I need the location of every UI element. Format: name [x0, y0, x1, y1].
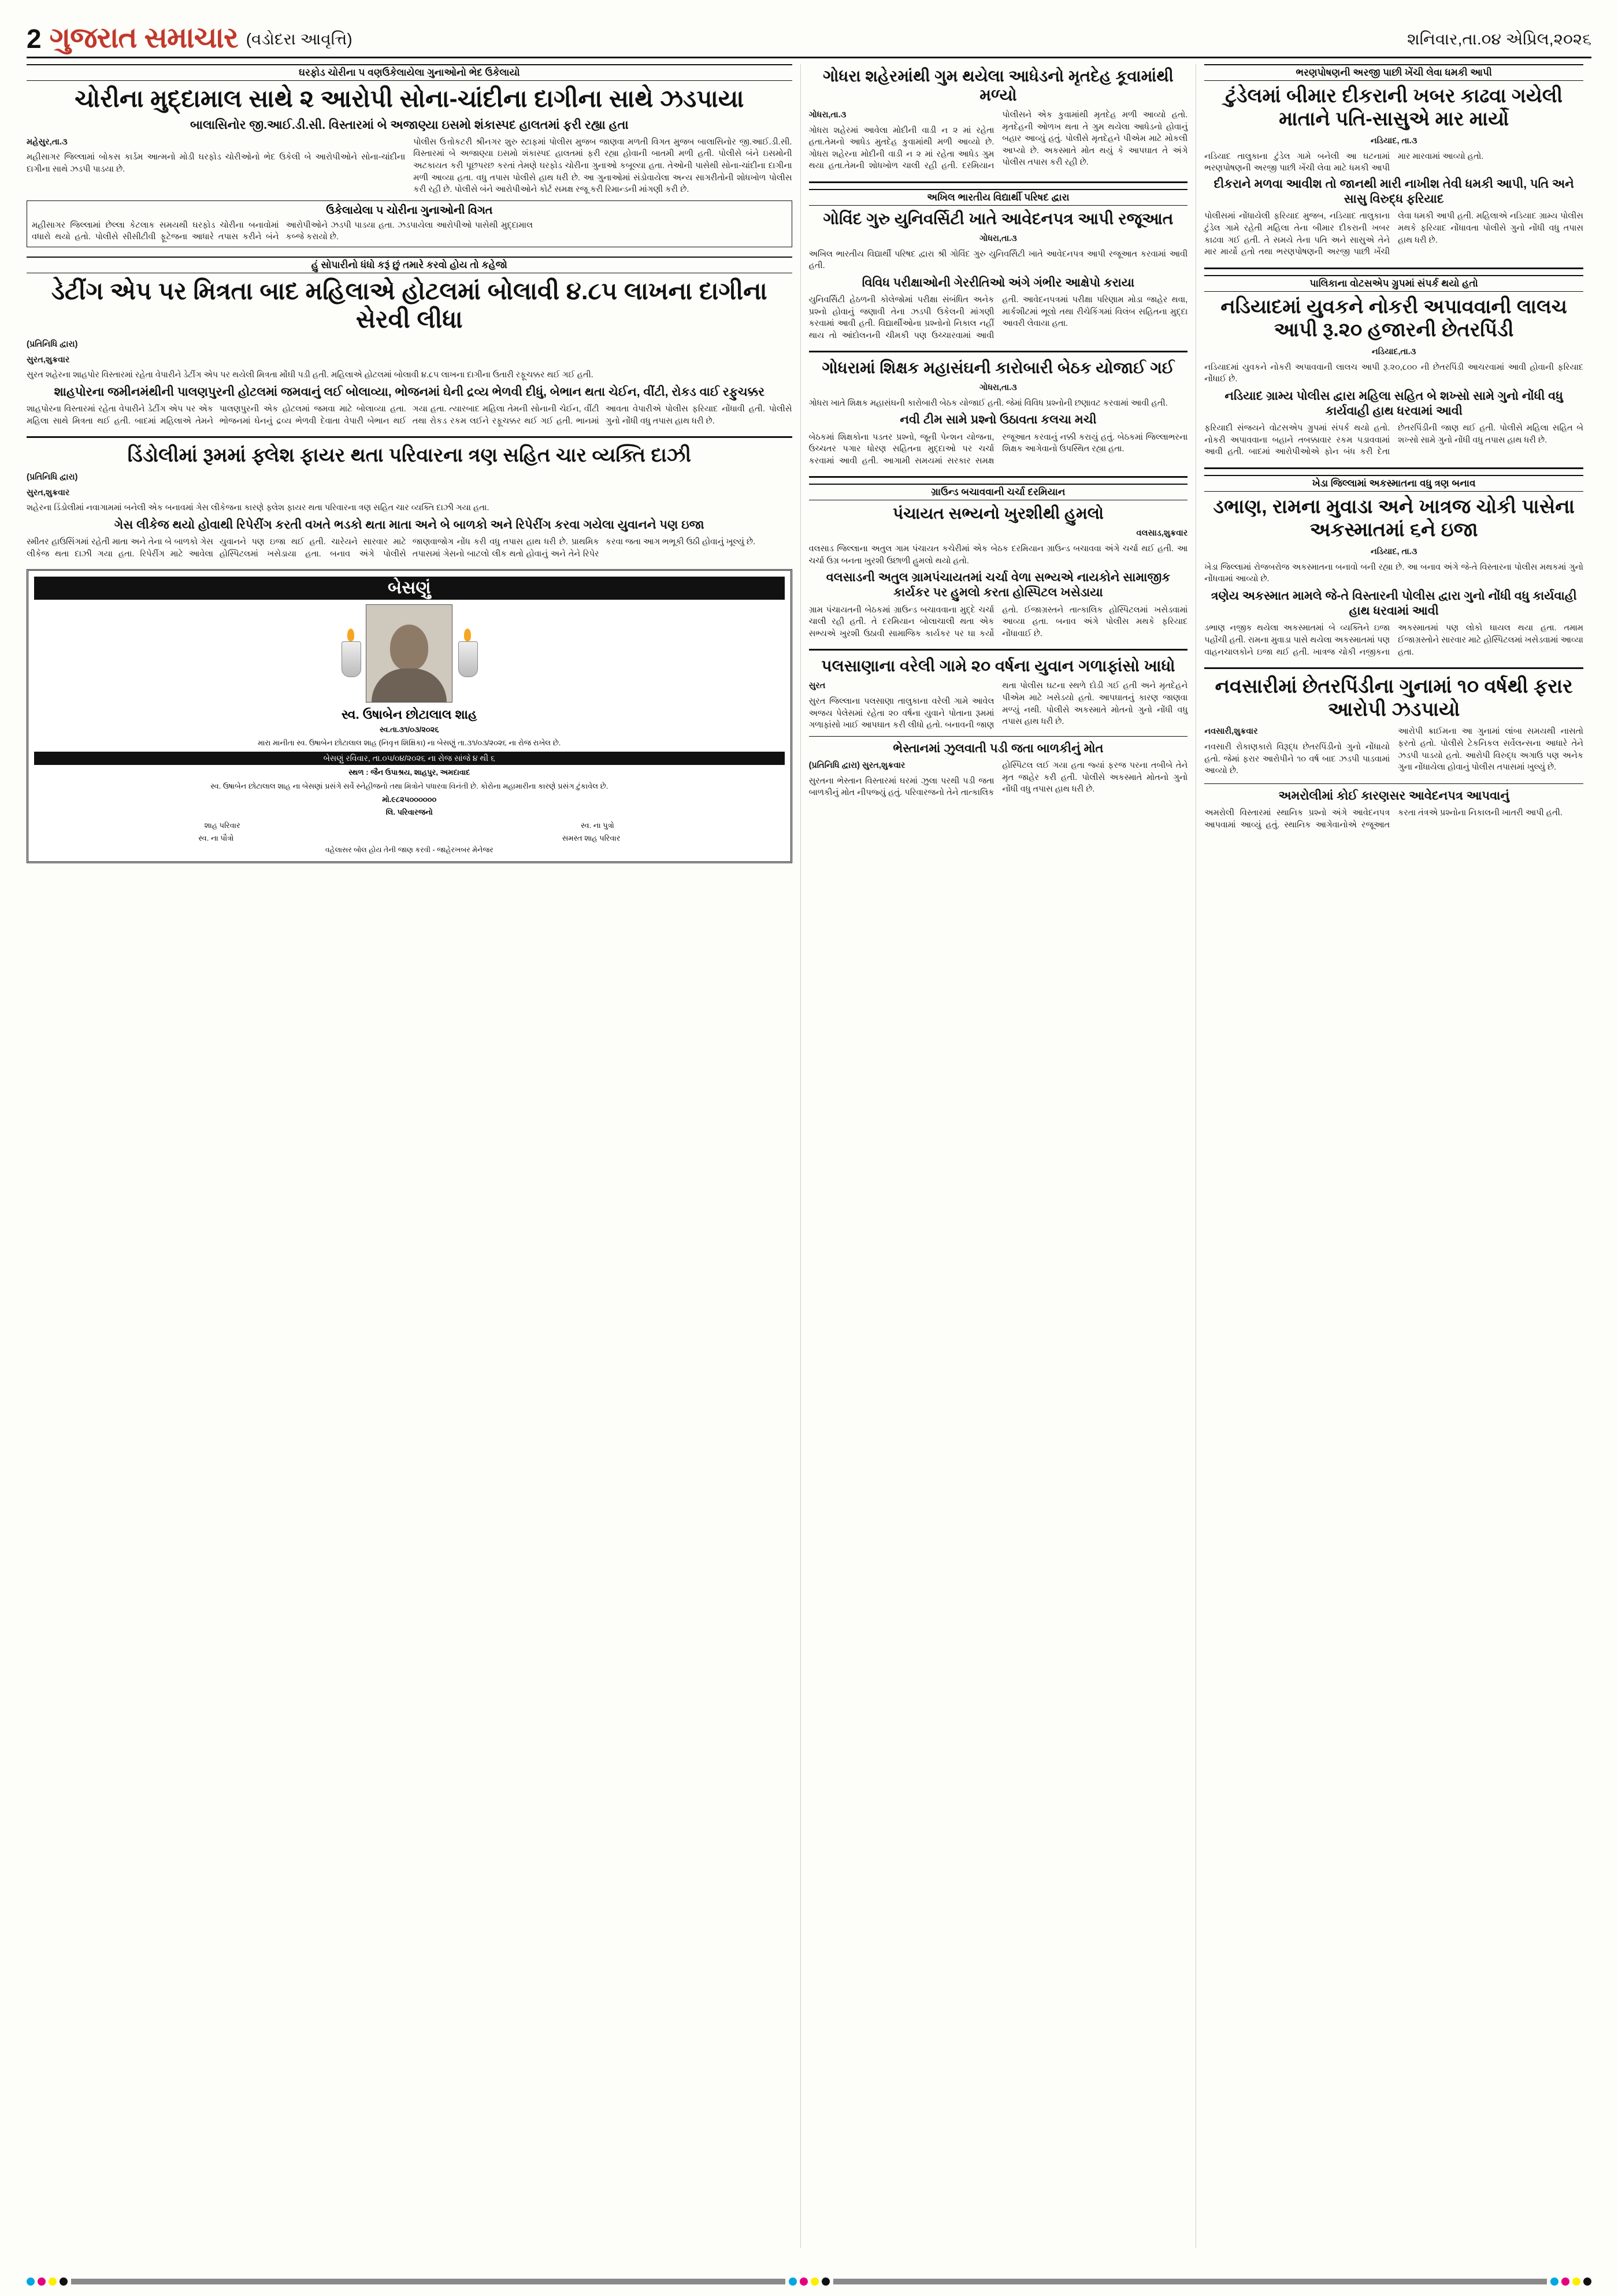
article-text: યુનિવર્સિટી હેઠળની કોલેજોમાં પરીક્ષા સંબંધિત અનેક પ્રશ્નો હોવાનું જણાવી તેના ઝડપી ઉકેલની માંગણી કરવામાં આવી હતી. વિદ્યાર્થીઓના પ્રશ્નોનો નિકાલ નહીં થાય તો આંદોલનની ચીમકી પણ ઉચ્ચારવામાં આવી હતી. આવેદનપત્રમાં પરીક્ષા પરિણામ મોડા જાહેર થવા, માર્કશીટમાં ભૂલો તથા રીચેકિંગમાં વિલંબ સહિતના મુદ્દા આવરી લેવાયા હતા.	[808, 295, 1188, 340]
article-byline-block	[1204, 546, 1583, 585]
article-dateline: સુરત,શુક્રવાર	[27, 488, 70, 497]
article-kicker: અખિલ ભારતીય વિદ્યાર્થી પરિષદ દ્વારા	[809, 189, 1188, 206]
article-lead: ખેડા જિલ્લામાં રોજબરોજ અકસ્માતના બનાવો બની રહ્યા છે. આ બનાવ અંગે જે-તે વિસ્તારના પોલીસ મથકમાં ગુનો નોંધવામાં આવ્યો છે.	[1204, 562, 1583, 584]
article-lead: વલસાડ જિલ્લાના અતુલ ગામ પંચાયત કચેરીમાં એક બેઠક દરમિયાન ગ્રાઉન્ડ બચાવવા અંગે ચર્ચા થઈ હતી. આ ચર્ચા ઉગ્ર બનતા ખુરશી ઉછાળી હુમલો થયો હતો.	[808, 544, 1188, 566]
article-text: બેઠકમાં શિક્ષકોના પડતર પ્રશ્નો, જૂની પેન્શન યોજના, ઉચ્ચતર પગાર ધોરણ સહિતના મુદ્દાઓ પર ચર્ચા કરવામાં આવી હતી. આગામી સમયમાં સરકાર સમક્ષ રજૂઆત કરવાનું નક્કી કરાયું હતું. બેઠકમાં જિલ્લાભરના શિક્ષક આગેવાનો ઉપસ્થિત રહ્યા હતા.	[808, 432, 1188, 466]
obituary-advertisement	[27, 569, 792, 863]
signer: સ્વ. ના પૌત્રો	[198, 834, 234, 843]
article-dateline: ગોધરા,તા.૩	[979, 233, 1017, 243]
article-headline: ટુંડેલમાં બીમાર દીકરાની ખબર કાઢવા ગયેલી માતાને પતિ-સાસુએ માર માર્યો	[1225, 85, 1563, 131]
section-divider	[809, 181, 1188, 183]
article-lead-block	[1204, 151, 1583, 174]
article-text-2: અમરોલી વિસ્તારમાં સ્થાનિક પ્રશ્નો અંગે આવેદનપત્ર આપવામાં આવ્યું હતું. સ્થાનિક આગેવાનોએ રજૂઆત કરતા તંત્રએ પ્રશ્નોના નિકાલની ખાતરી આપી હતી.	[1204, 808, 1563, 830]
article-lead: સુરત શહેરના શાહપોર વિસ્તારમાં રહેતા વેપારીને ડેટીંગ એપ પર થયેલી મિત્રતા મોંઘી પડી હતી. મહિલાએ હોટલમાં બોલાવી ૪.૮૫ લાખના દાગીના ઉતારી રફૂચક્કર થઈ ગઈ હતી.	[27, 370, 593, 380]
article-body	[1204, 726, 1583, 778]
article-lead: શહેરના ડિંડોલીમાં નવાગામમાં બનેલી એક બનાવમાં ગેસ લીકેજના કારણે ફ્લેશ ફાયર થતા પરિવારના ત્રણ સહિત ચાર વ્યક્તિ દાઝી ગયા હતા.	[27, 503, 489, 513]
article-body-in-well	[809, 66, 1188, 172]
article-divider	[1204, 783, 1583, 784]
article-body	[27, 136, 792, 196]
article-kicker: પાલિકાના વોટસએપ ગ્રુપમાં સંપર્ક થયો હતો	[1204, 275, 1583, 292]
dot-black	[60, 2278, 68, 2286]
article-dateline: ગોધરા,તા.૩	[979, 383, 1017, 393]
date-line: શનિવાર,તા.૦૪ એપ્રિલ,૨૦૨૬	[1407, 30, 1591, 48]
article-lead: મહીસાગર જિલ્લામાં બોકસ કાર્ડમ આત્મનો મોડી ઘરફોડ ચોરીઓનો ભેદ ઉકેલી બે આરોપીઓને સોના-ચાંદીના દાગીના સાથે ઝડપી પાડયા છે.	[27, 153, 406, 174]
article-dateline: સુરત,શુક્રવાર	[27, 355, 70, 365]
obituary-title: બેસણું	[34, 577, 785, 600]
dot-magenta	[38, 2278, 46, 2286]
article-subhead-2: અમરોલીમાં કોઈ કારણસર આવેદનપત્ર આપવાનું	[1278, 789, 1509, 803]
article-text: પોલીસમાં નોંધાયેલી ફરિયાદ મુજબ, નડિયાદ તાલુકાના ટુંડેલ ગામે રહેતી મહિલા તેના બીમાર દીકરાની ખબર કાઢવા ગઈ હતી. તે સમયે તેના પતિ અને સાસુએ તેને માર માર્યો હતો તથા ભરણપોષણની અરજી પાછી ખેંચી લેવા ધમકી આપી હતી. મહિલાએ નડિયાદ ગ્રામ્ય પોલીસ મથકે ફરિયાદ નોંધાવતા પોલીસે ગુનો નોંધી વધુ તપાસ હાથ ધરી છે.	[1204, 211, 1583, 257]
article-headline: ડભાણ, રામના મુવાડા અને ખાત્રજ ચોકી પાસેના અકસ્માતમાં ૬ને ઇજા	[1213, 495, 1575, 541]
article-dateline: નવસારી,શુક્રવાર	[1204, 727, 1258, 737]
section-divider	[1204, 467, 1583, 469]
signer: શાહ પરિવાર	[204, 821, 240, 830]
article-dateline: સુરત	[808, 681, 826, 691]
article-credit-2: (પ્રતિનિધિ દ્વારા) સુરત,શુક્રવાર	[808, 761, 906, 771]
article-text: સુરત જિલ્લાના પલસાણા તાલુકાના વરેલી ગામે આવેલ અજય પેલેસમાં રહેતા ૨૦ વર્ષના યુવાને પોતાના રૂમમાં ગળાફાંસો ખાઈ આપઘાત કરી લીધો હતો. બનાવની જાણ થતા પોલીસ ઘટના સ્થળે દોડી ગઈ હતી અને મૃતદેહને પીએમ માટે ખસેડયો હતો. આપઘાતનું કારણ જાણવા મળ્યું નથી. પોલીસે અકસ્માતે મોતનો ગુનો નોંધી વધુ તપાસ હાથ ધરી છે.	[808, 681, 1188, 730]
article-dateline: મહેસુર,તા.૩	[27, 137, 68, 147]
article-subhead: નડિયાદ ગ્રામ્ય પોલીસ દ્વારા મહિલા સહિત બે શખ્સો સામે ગુનો નોંધી વધુ કાર્યવાહી હાથ ધરવામાં આવી	[1224, 389, 1563, 418]
page-number: 2	[27, 24, 42, 54]
article-headline: ડેટીંગ એપ પર મિત્રતા બાદ મહિલાએ હોટલમાં બોલાવી ૪.૮૫ લાખના દાગીના સેરવી લીધા	[51, 277, 767, 333]
portrait-face	[390, 625, 428, 671]
article-headline: નવસારીમાં છેતરપિંડીના ગુનામાં ૧૦ વર્ષથી ફરાર આરોપી ઝડપાયો	[1215, 675, 1573, 721]
article-lead: નડિયાદ તાલુકાના ટુંડેલ ગામે બનેલી આ ઘટનામાં ભરણપોષણની અરજી પાછી ખેંચી લેવા માટે ધમકી આપી માર મારવામાં આવ્યો હતો.	[1204, 151, 1484, 173]
dot-yellow	[811, 2278, 819, 2286]
article-headline: ગોધરામાં શિક્ષક મહાસંઘની કારોબારી બેઠક યોજાઈ ગઈ	[822, 359, 1175, 377]
signers-label: લિ. પરિવારજનો	[385, 807, 433, 816]
column-2	[801, 64, 1197, 2248]
column-1	[27, 64, 801, 2248]
signers-list-2	[34, 834, 785, 843]
article-job-scam	[1204, 275, 1583, 458]
masthead	[27, 23, 1591, 58]
article-kicker: ઘરફોડ ચોરીના ૫ વણઉકેલાયેલા ગુનાઓનો ભેદ ઉકેલાયો	[27, 64, 792, 81]
signers-list	[34, 821, 785, 830]
section-divider	[1204, 667, 1583, 669]
article-body	[809, 109, 1188, 172]
registration-dots-left	[27, 2278, 68, 2286]
article-headline: ગોધરા શહેરમાંથી ગુમ થયેલા આધેડનો મૃતદેહ કૂવામાંથી મળ્યો	[823, 67, 1174, 105]
obituary-photo-row	[34, 604, 785, 703]
article-text: ગોધરા શહેરમાં આવેલા મોદીની વાડી ન ૨ માં રહેતા હતા.તેમનો આધેડ મુતદેહ કુવામાંથી મળી આવ્યો છે. ગોધરા શહેરના મોદીની વાડી ન ૨ માં રહેતા આધેડ ગુમ થયા હતા.તેમની શોધખોળ ચાલી રહી હતી. દરમિયાન પોલીસને એક કુવામાંથી મૃતદેહ મળી આવ્યો હતો. મૃતદેહની ઓળખ થતા તે ગુમ થયેલા આધેડનો હોવાનું બહાર આવ્યું હતું. પોલીસે મૃતદેહને પીએમ માટે મોકલી આપ્યો છે. અકસ્માતે મોત થયું કે આપઘાત તે અંગે પોલીસ તપાસ કરી રહી છે.	[808, 110, 1188, 171]
obituary-note: સ્વ. ઉષાબેન છોટાલાલ શાહ ના બેસણાં પ્રસંગે સર્વે સ્નેહીજનો તથા મિત્રોને પધારવા વિનંતી છે. કોરોના મહામારીના કારણે પ્રસંગ ટુંકાવેલ છે.	[210, 781, 608, 790]
article-subhead: વલસાડની અતુલ ગ્રામપંચાયતમાં ચર્ચા વેળા સભ્યએ નાયકોને સામાજીક કાર્યકર પર હુમલો કરતા હોસ્પિટલ ખસેડાયા	[826, 571, 1171, 600]
article-divider	[809, 736, 1188, 737]
signer: સમસ્ત શાહ પરિવાર	[562, 834, 621, 843]
article-subhead: ગેસ લીકેજ થયો હોવાથી રિપેરીંગ કરતી વખતે ભડકો થતા માતા અને બે બાળકો અને રિપેરીંગ કરવા ગયેલા યુવાનને પણ ઇજા	[114, 518, 704, 532]
article-subhead: દીકરાને મળવા આવીશ તો જાનથી મારી નાખીશ તેવી ધમકી આપી, પતિ અને સાસુ વિરુદ્ધ ફરિયાદ	[1214, 177, 1574, 206]
color-registration-bar	[27, 2275, 1591, 2288]
obituary-footer: વહેલાસર બોલ હોય તેની જાણ કરવી - જાહેરખબર મેનેજર	[325, 846, 493, 855]
bar-segment-gray-2	[833, 2279, 1548, 2284]
article-dateline: નડિયાદ, તા.૩	[1370, 136, 1417, 146]
article-suicide-varelli	[809, 656, 1188, 798]
signer: સ્વ. ના પુત્રો	[581, 821, 614, 830]
article-text: આરોપી ક્રાઈમના આ ગુનામાં લાંબા સમયથી નાસતો ફરતો હતો. પોલીસે ટેકનિકલ સર્વેલન્સના આધારે તેને ઝડપી પાડયો હતો. આરોપી વિરુદ્ધ અગાઉ પણ અનેક ગુના નોંધાયેલા હોવાનું પોલીસ તપાસમાં ખુલ્યું છે.	[1398, 727, 1583, 772]
article-subhead: બાલાસિનોર જી.આઈ.ડી.સી. વિસ્તારમાં બે અજાણ્યા ઇસમો શંકાસ્પદ હાલતમાં ફરી રહ્યા હતા	[190, 118, 629, 132]
registration-dots-right	[1550, 2278, 1591, 2286]
article-accidents-kheda	[1204, 475, 1583, 658]
article-panchayat-attack	[809, 484, 1188, 640]
article-subhead: શાહપોરના જમીનમંથીની પાલણપુરની હોટલમાં જમવાનું લઈ બોલાવ્યા, ભોજનમાં ઘેની દ્રવ્ય ભેળવી દીધું, બેભાન થતા ચેઈન, વીંટી, રોકડ વાઈ રફુચક્કર	[54, 385, 765, 399]
column-grid	[27, 64, 1591, 2248]
article-text: શાહપોરના વિસ્તારમાં રહેતા વેપારીને ડેટીંગ એપ પર એક મહિલા સાથે મિત્રતા થઈ હતી. બાદમાં મહિલાએ તેમને પાલણપુરની એક હોટલમાં જમવા માટે બોલાવ્યા હતા. ભોજનમાં ઘેનનું દ્રવ્ય ભેળવી દેવાતા વેપારી બેભાન થઈ ગયા હતા. ત્યારબાદ મહિલા તેમની સોનાની ચેઈન, વીંટી તથા રોકડ રકમ લઈને રફૂચક્કર થઈ ગઈ હતી. ભાનમાં આવતા વેપારીએ પોલીસ ફરિયાદ નોંધાવી હતી. પોલીસે ગુનો નોંધી વધુ તપાસ હાથ ધરી છે.	[27, 404, 792, 426]
section-divider	[809, 649, 1188, 651]
article-headline: ડિંડોલીમાં રૂમમાં ફ્લેશ ફાયર થતા પરિવારના ત્રણ સહિત ચાર વ્યક્તિ દાઝી	[127, 444, 691, 467]
article-subhead: નવી ટીમ સામે પ્રશ્નો ઉઠાવતા કલચા મચી	[900, 413, 1097, 427]
article-text-2: સુરતના ભેસ્તાન વિસ્તારમાં ઘરમાં ઝુલા પરથી પડી જતા બાળકીનું મોત નીપજ્યું હતું. પરિવારજનો તેને તાત્કાલિક હોસ્પિટલ લઈ ગયા હતા જ્યાં ફરજ પરના તબીબે તેને મૃત જાહેર કરી હતી. પોલીસે અકસ્માતે મોતનો ગુનો નોંધી વધુ તપાસ હાથ ધરી છે.	[808, 761, 1188, 798]
dot-cyan	[1550, 2278, 1558, 2286]
article-kicker: ખેડા જિલ્લામાં અકસ્માતના વધુ ત્રણ બનાવ	[1204, 475, 1583, 492]
dot-magenta	[800, 2278, 808, 2286]
article-dateline: નડિયાદ, તા.૩	[1370, 547, 1417, 557]
article-byline-block	[1204, 135, 1583, 147]
death-date: સ્વ.તા.૩૧/૦૩/૨૦૨૬	[379, 725, 439, 734]
bar-segment-gray	[71, 2279, 785, 2284]
obituary-message: મારા માનીતા સ્વ. ઉષાબેન છોટાલાલ શાહ (નિવૃત્ત શિક્ષિકા) ના બેસણું તા.૩૧/૦૩/૨૦૨૬ ના રોજ રાખેલ છે.	[258, 738, 561, 747]
article-abvp-memorandum	[809, 189, 1188, 341]
section-divider	[809, 476, 1188, 478]
section-divider	[27, 436, 792, 438]
dot-yellow	[1572, 2278, 1580, 2286]
article-lead: ગોધરા ખાતે શિક્ષક મહાસંઘની કારોબારી બેઠક યોજાઈ હતી. જેમાં વિવિધ પ્રશ્નોની છણાવટ કરવામાં આવી હતી.	[808, 398, 1168, 408]
article-byline-block	[809, 382, 1188, 409]
article-kicker: ભરણપોષણની અરજી પાછી ખેંચી લેવા ધમકી આપી	[1204, 64, 1583, 81]
masthead-left	[27, 23, 352, 52]
edition-label: (વડોદરા આવૃત્તિ)	[246, 30, 352, 48]
article-dating-app-fraud	[27, 257, 792, 427]
article-headline: પંચાયત સભ્યનો ખુરશીથી હુમલો	[892, 504, 1104, 523]
section-divider	[809, 351, 1188, 352]
article-body	[809, 680, 1188, 731]
dot-black	[1583, 2278, 1591, 2286]
article-credit: (પ્રતિનિધિ દ્વારા)	[27, 339, 78, 349]
article-byline-block	[809, 233, 1188, 272]
service-address: સ્થળ : જૈન ઉપાશ્રય, શાહપુર, અમદાવાદ	[348, 767, 470, 777]
article-subhead-2: ભેસ્તાનમાં ઝુલવાતી પડી જતા બાળકીનું મોત	[893, 741, 1104, 755]
registration-dots-mid	[789, 2278, 830, 2286]
box-body: મહીસાગર જિલ્લામાં છેલ્લા કેટલાક સમયથી ઘરફોડ ચોરીના બનાવોમાં વધારો થયો હતો. પોલીસે સીસીટીવી ફૂટેજના આધારે તપાસ કરીને બંને આરોપીઓને ઝડપી પાડયા હતા. ઝડપાયેલા આરોપીઓ પાસેથી મુદ્દામાલ કબ્જે કરાયો છે.	[32, 220, 533, 242]
article-flash-fire	[27, 444, 792, 560]
box-title: ઉકેલાયેલા ૫ ચોરીના ગુનાઓની વિગત	[326, 204, 493, 217]
article-text: ગ્રામ પંચાયતની બેઠકમાં ગ્રાઉન્ડ બચાવવાના મુદ્દે ચર્ચા ચાલી રહી હતી. તે દરમિયાન બોલાચાલી થતા એક સભ્યએ ખુરશી ઉઠાવી સામાજિક કાર્યકર પર ઘા કર્યો હતો. ઈજાગ્રસ્તને તાત્કાલિક હોસ્પિટલમાં ખસેડવામાં આવ્યા હતા. બનાવ અંગે પોલીસ મથકે ફરિયાદ નોંધાવાઈ છે.	[808, 605, 1188, 638]
article-headline: નડિયાદમાં યુવકને નોકરી અપાવવાની લાલચ આપી રૂ.૨૦ હજારની છેતરપિંડી	[1220, 295, 1567, 341]
article-byline-block	[809, 527, 1188, 567]
article-byline-block	[27, 471, 792, 514]
article-subhead: ત્રણેય અકસ્માત મામલે જે-તે વિસ્તારની પોલીસ દ્વારા ગુનો નોંધી વધુ કાર્યવાહી હાથ ધરવામાં આવી	[1211, 589, 1577, 618]
article-lead: અખિલ ભારતીય વિદ્યાર્થી પરિષદ દ્વારા શ્રી ગોવિંદ ગુરુ યુનિવર્સિટી ખાતે આવેદનપત્ર આપી રજૂઆત કરવામાં આવી હતી.	[808, 249, 1188, 271]
article-dateline: વલસાડ,શુક્રવાર	[1136, 529, 1188, 538]
article-dateline: નડિયાદ,તા.૩	[1371, 347, 1416, 356]
publication-logo: ગુજરાત સમાચાર	[49, 21, 238, 54]
article-text: પોલીસ ઉત્તોકટરી શ્રીનગર શુરુ સ્ટાફમાં પોલીસ મુજબ જાણવા મળતી વિગત મુજબ બાલાસિનોર જી.આઈ.ડી.સી. વિસ્તારમાં બે અજાણ્યા ઇસમો શંકાસ્પદ હાલતમાં ફરી રહ્યા હોવાની બાતમી મળી હતી. પોલીસે બંને ઇસમોની અટકાયત કરી પૂછપરછ કરતાં તેમણે ઘરફોડ ચોરીના ગુનાઓ કબૂલ્યા હતા. તેઓની પાસેથી સોના-ચાંદીના દાગીના મળી આવ્યા હતા. વધુ તપાસ પોલીસે હાથ ધરી છે. આ ગુનાઓમાં સંડોવાયેલા અન્ય સાગરીતોની શોધખોળ પોલીસ કરી રહી છે. પોલીસે બંને આરોપીઓને કોર્ટ સમક્ષ રજૂ કરી રિમાન્ડની માંગણી કરી છે.	[413, 137, 792, 195]
article-subhead: વિવિધ પરીક્ષાઓની ગેરરીતિઓ અંગે ગંભીર આક્ષેપો કરાયા	[862, 276, 1135, 289]
article-byline-block	[1204, 346, 1583, 385]
lamp-icon	[457, 629, 478, 678]
dot-cyan	[789, 2278, 797, 2286]
article-tundel-assault	[1204, 64, 1583, 258]
article-lead: નવસારી રોકાણકારો વિરૂદ્ધ છેતરપિંડીનો ગુનો નોંધાયો હતો. જેમાં ફરાર આરોપીને ૧૦ વર્ષ બાદ ઝડપી પાડવામાં આવ્યો છે.	[1204, 742, 1390, 776]
article-lead: નડિયાદમાં યુવકને નોકરી અપાવવાની લાલચ આપી રૂ.૨૦,૮૦૦ ની છેતરપિંડી આચરવામાં આવી હોવાની ફરિયાદ નોંધાઈ છે.	[1204, 362, 1583, 384]
article-navsari-fugitive	[1204, 675, 1583, 831]
column-3	[1196, 64, 1591, 2248]
article-text: સ્મીતર હાઉસિંગમાં રહેતી માતા અને તેના બે બાળકો ગેસ લીકેજ થતા દાઝી ગયા હતા. રિપેરીંગ માટે આવેલા યુવાનને પણ ઇજા થઈ હતી. ચારેયને સારવાર માટે હોસ્પિટલમાં ખસેડાયા હતા. બનાવ અંગે પોલીસે જાણવાજોગ નોંધ કરી વધુ તપાસ હાથ ધરી છે. પ્રાથમિક તપાસમાં ગેસનો બાટલો લીક થતો હોવાનું અને તેને રિપેર કરવા જતા આગ ભભૂકી ઉઠી હોવાનું ખૂલ્યું છે.	[27, 537, 756, 559]
dot-yellow	[49, 2278, 57, 2286]
article-theft-arrest	[27, 64, 792, 247]
article-dateline: ગોધરા,તા.૩	[808, 110, 847, 120]
service-time: બેસણું રવિવાર, તા.૦૫/૦૪/૨૦૨૬ ના રોજ સાંજે ૪ થી ૬	[34, 752, 785, 765]
article-headline: ચોરીના મુદ્દામાલ સાથે ૨ આરોપી સોના-ચાંદીના દાગીના સાથે ઝડપાયા	[75, 85, 744, 112]
portrait-shoulders	[372, 668, 447, 702]
article-sidebar-box	[27, 200, 792, 247]
article-headline: ગોવિંદ ગુરુ યુનિવર્સિટી ખાતે આવેદનપત્ર આપી રજૂઆત	[823, 209, 1174, 228]
deceased-name: સ્વ. ઉષાબેન છોટાલાલ શાહ	[341, 707, 477, 722]
article-kicker: હું સોપારીનો ધંધો કરૂં છું તમારે કરવો હોય તો કહેજો	[27, 257, 792, 273]
dot-magenta	[1561, 2278, 1569, 2286]
contact-phone: મો.૯૮૨૫૦૦૦૦૦૦	[382, 794, 437, 804]
dot-cyan	[27, 2278, 35, 2286]
deceased-portrait	[366, 604, 452, 703]
article-kicker: ગ્રાઉન્ડ બચાવવાની ચર્ચા દરમિયાન	[809, 484, 1188, 500]
article-text: ડભાણ નજીક થયેલા અકસ્માતમાં બે વ્યક્તિને ઇજા પહોંચી હતી. રામના મુવાડા પાસે થયેલા અકસ્માતમાં પણ વાહનચાલકોને ઇજા થઈ હતી. ખાત્રજ ચોકી નજીકના અકસ્માતમાં પણ લોકો ઘાયલ થયા હતા. તમામ ઈજાગ્રસ્તોને સારવાર માટે હોસ્પિટલમાં ખસેડવામાં આવ્યા હતા.	[1204, 623, 1583, 657]
article-text: ફરિયાદી સંજયને વોટસએપ ગ્રુપમાં સંપર્ક થયો હતો. નોકરી અપાવવાના બહાને તબક્કાવાર રકમ પડાવવામાં આવી હતી. બાદમાં આરોપીઓએ ફોન બંધ કરી દેતા છેતરપિંડીની જાણ થઈ હતી. પોલીસે મહિલા સહિત બે શખ્સો સામે ગુનો નોંધી વધુ તપાસ હાથ ધરી છે.	[1204, 423, 1583, 457]
lamp-icon	[340, 629, 361, 678]
dot-black	[822, 2278, 830, 2286]
article-teacher-union-meeting	[809, 358, 1188, 467]
section-divider	[1204, 268, 1583, 269]
article-body-2	[809, 760, 1188, 799]
article-headline: પલસાણાના વરેલી ગામે ૨૦ વર્ષના યુવાન ગળાફાંસો ખાધો	[821, 657, 1175, 675]
article-credit: (પ્રતિનિધિ દ્વારા)	[27, 473, 78, 482]
article-byline-block	[27, 339, 792, 381]
